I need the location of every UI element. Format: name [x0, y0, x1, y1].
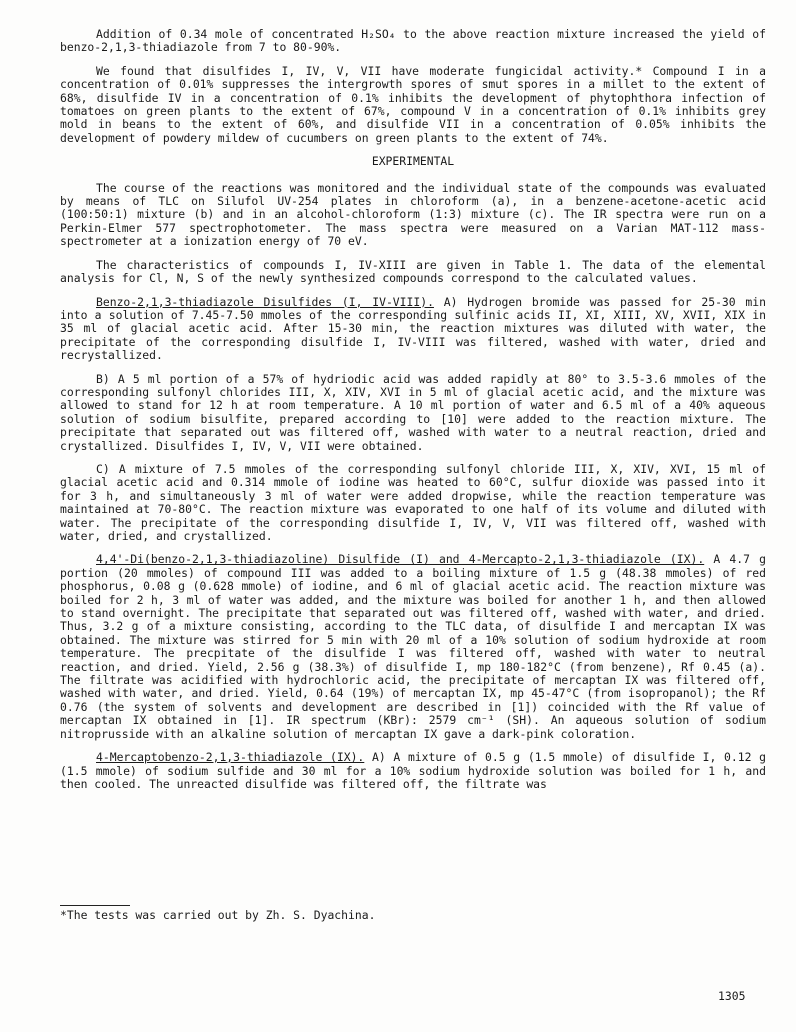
paragraph-8-heading: 4,4'-Di(benzo-2,1,3-thiadiazoline) Disulfide (I) and 4-Mercapto-2,1,3-thiadiazole (IX). — [96, 552, 705, 567]
paragraph-1: Addition of 0.34 mole of concentrated H₂SO₄ to the above reaction mixture increased the yield of benzo-2,1,3-thiadiazole from 7 to 80-90%. — [60, 27, 766, 55]
paragraph-3: The course of the reactions was monitored and the individual state of the compounds was evaluated by means of TLC on Silufol UV-254 plates in chloroform (a), in a benzene-acetone-acetic acid (100:50:1) mixture (b) and in an alcohol-chloroform (1:3) mixture (c). The IR spectra were run on a Perkin-Elmer 577 spectrophotometer. The mass spectra were measured on a Varian MAT-112 mass-spectrometer at a ionization energy of 70 eV. — [60, 180, 766, 249]
body-text — [60, 28, 766, 801]
paragraph-4: The characteristics of compounds I, IV-XIII are given in Table 1. The data of the elemental analysis for Cl, N, S of the newly synthesized compounds correspond to the calculated values. — [60, 257, 766, 286]
paragraph-8 — [60, 553, 766, 741]
footnote-rule — [60, 905, 130, 906]
paragraph-8-text: A 4.7 g portion (20 mmoles) of compound III was added to a boiling mixture of 1.5 g (48.38 mmoles) of red phosphorus, 0.08 g (0.628 mmole) of iodine, and 6 ml of glacial acetic acid. The reaction mixture was boiled for 2 h, 3 ml of water was added, and the mixture was boiled for another 1 h, and then allowed to stand overnight. The precipitate that separated out was filtered off, washed with water, and dried. Thus, 3.2 g of a mixture consisting, according to the TLC data, of disulfide I and mercaptan IX was obtained. The mixture was stirred for 5 min with 20 ml of a 10% solution of sodium hydroxide at room temperature. The precpitate of the disulfide I was filtered off, washed with water to neutral reaction, and dried. Yield, 2.56 g (38.3%) of disulfide I, mp 180-182°C (from benzene), Rf 0.45 (a). The filtrate was acidified with hydrochloric acid, the precipitate of mercaptan IX was filtered off, washed with water, and dried. Yield, 0.64 (19%) of mercaptan IX, mp 45-47°C (from isopropanol); the Rf 0.76 (the system of solvents and development are described in [1]) coincided with the Rf value of mercaptan IX obtained in [1]. IR spectrum (KBr): 2579 cm⁻¹ (SH). An aqueous solution of sodium nitroprusside with an alkaline solution of mercaptan IX gave a dark-pink coloration. — [60, 552, 766, 741]
footnote: *The tests was carried out by Zh. S. Dyachina. — [60, 908, 376, 922]
paragraph-9-text: A) A mixture of 0.5 g (1.5 mmole) of disulfide I, 0.12 g (1.5 mmole) of sodium sulfide and 30 ml for a 10% sodium hydroxide solution was boiled for 1 h, and then cooled. The unreacted disulfide was filtered off, the filtrate was — [60, 750, 766, 791]
paragraph-2: We found that disulfides I, IV, V, VII have moderate fungicidal activity.* Compound I in a concentration of 0.01% suppresses the intergrowth spores of smut spores in a millet to the extent of 68%, disulfide IV in a concentration of 0.1% inhibits the development of phytophthora infection of tomatoes on green plants to the extent of 67%, compound V in a concentration of 0.1% inhibits grey mold in beans to the extent of 60%, and disulfide VII in a concentration of 0.05% inhibits the development of powdery mildew of cucumbers on green plants to the extent of 74%. — [60, 63, 766, 145]
paragraph-5-heading: Benzo-2,1,3-thiadiazole Disulfides (I, IV-VIII). — [96, 294, 434, 309]
section-title: EXPERIMENTAL — [371, 154, 455, 169]
paragraph-7: C) A mixture of 7.5 mmoles of the corresponding sulfonyl chloride III, X, XIV, XVI, 15 ml of glacial acetic acid and 0.314 mmole of iodine was heated to 60°C, sulfur dioxide was passed into it for 3 h, and simultaneously 3 ml of water were added dropwise, while the reaction temperature was maintained at 70-80°C. The reaction mixture was evaporated to one half of its volume and diluted with water. The precipitate of the corresponding disulfide I, IV, V, VII was filtered off, washed with water, dried, and crystallized. — [60, 461, 766, 543]
paragraph-9-heading: 4-Mercaptobenzo-2,1,3-thiadiazole (IX). — [96, 750, 365, 765]
paragraph-5-text: A) Hydrogen bromide was passed for 25-30 min into a solution of 7.45-7.50 mmoles of the corresponding sulfinic acids II, XI, XIII, XV, XVII, XIX in 35 ml of glacial acetic acid. After 15-30 min, the reaction mixtures was diluted with water, the precipitate of the corresponding disulfide I, IV-VIII was filtered, washed with water, dried and recrystallized. — [60, 294, 766, 363]
paragraph-9 — [60, 751, 766, 791]
paragraph-5 — [60, 296, 766, 363]
page-number: 1305 — [718, 989, 746, 1003]
paragraph-6: B) A 5 ml portion of a 57% of hydriodic acid was added rapidly at 80° to 3.5-3.6 mmoles of the corresponding sulfonyl chlorides III, X, XIV, XVI in 5 ml of glacial acetic acid, and the mixture was allowed to stand for 12 h at room temperature. A 10 ml portion of water and 6.5 ml of a 40% aqueous solution of sodium bisulfite, prepared according to [10] were added to the reaction mixture. The precipitate that separated out was filtered off, washed with water to a neutral reaction, dried and crystallized. Disulfides I, IV, V, VII were obtained. — [60, 371, 766, 453]
